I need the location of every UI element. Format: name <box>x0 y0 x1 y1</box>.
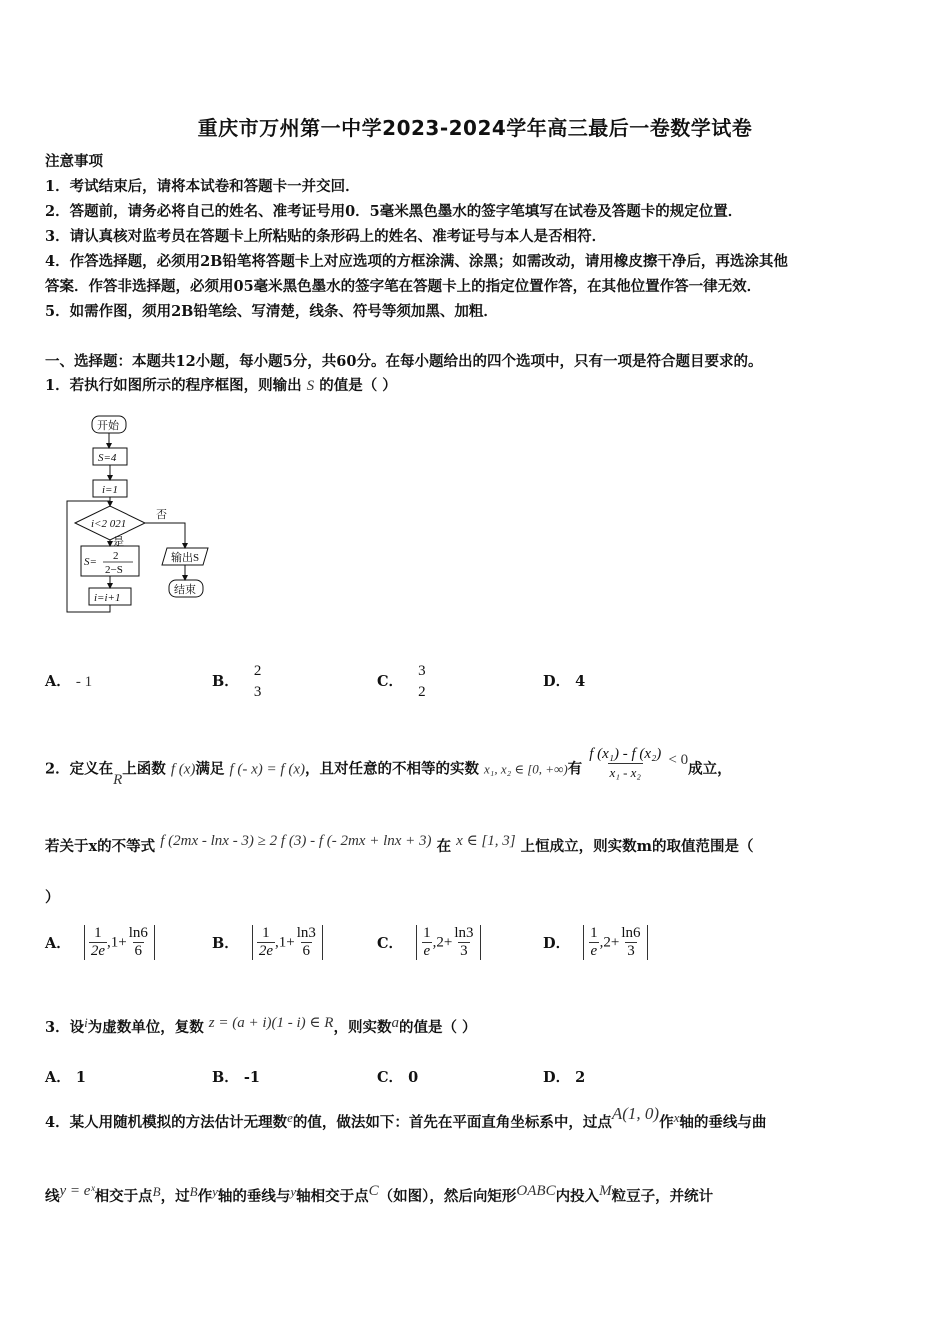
flow-output-label: 输出S <box>171 552 200 564</box>
question-4-line-1: 4．某人用随机模拟的方法估计无理数e的值，做法如下：首先在平面直角坐标系中，过点A(1, 0)作x轴的垂线与曲 <box>45 1104 767 1131</box>
question-4-line-2: 线y = eˣ相交于点B，过B作y轴的垂线与y轴相交于点C（如图），然后向矩形OABC内投入M粒豆子，并统计 <box>45 1183 714 1205</box>
flow-i-init-label: i=1 <box>102 484 118 496</box>
notice-item: 5．如需作图，须用2B铅笔绘、写清楚，线条、符号等须加黑、加粗． <box>45 303 498 320</box>
q2-option-c[interactable]: C． $\frac{1}{e}$ ,2+ $\frac{\ln 3}{3}$ <box>377 925 481 960</box>
q3-option-d[interactable]: D． 2 <box>543 1069 586 1086</box>
q3-option-b[interactable]: B． -1 <box>212 1069 260 1086</box>
flow-end-label: 结束 <box>174 584 196 596</box>
q3-option-a[interactable]: A． 1 <box>45 1069 86 1086</box>
flowchart <box>55 408 225 618</box>
section-heading: 一、选择题：本题共12小题，每小题5分，共60分。在每小题给出的四个选项中，只有一项是符合题目要求的。 <box>45 353 763 370</box>
flow-s-init-label: S=4 <box>98 452 117 464</box>
question-2-line-1: 2．定义在R上函数 f (x)满足 f (- x) = f (x)，且对任意的不相等的实数 x₁, x₂ ∈ [0, +∞)有 $\frac{\text{f (x₁) - f (x₂)}}{\text{x₁ - x₂}}$ < 0成立， <box>45 746 732 788</box>
flow-increment-label: i=i+1 <box>94 592 121 604</box>
question-1-stem: 1．若执行如图所示的程序框图，则输出 S 的值是（ ） <box>45 377 397 394</box>
flow-start-label: 开始 <box>97 420 119 432</box>
q2-option-a[interactable]: A． $\frac{1}{2e}$ ,1+ $\frac{\ln 6}{6}$ <box>45 925 155 960</box>
flow-condition-label: i<2 021 <box>91 518 127 530</box>
q2-option-d[interactable]: D． $\frac{1}{e}$ ,2+ $\frac{\ln 6}{3}$ <box>543 925 648 960</box>
notice-item: 4．作答选择题，必须用2B铅笔将答题卡上对应选项的方框涂满、涂黑；如需改动，请用橡皮擦干净后，再选涂其他 <box>45 253 788 270</box>
flow-assign-den: 2−S <box>105 564 123 576</box>
page-title: 重庆市万州第一中学2023-2024学年高三最后一卷数学试卷 <box>197 116 753 140</box>
q1-option-d[interactable]: D． 4 <box>543 673 586 690</box>
flow-assign-num: 2 <box>113 550 119 562</box>
flow-yes-label: 是 <box>113 536 124 548</box>
question-2-line-3: ） <box>45 889 60 906</box>
notice-item: 2．答题前，请务必将自己的姓名、准考证号用0．5毫米黑色墨水的签字笔填写在试卷及答题卡的规定位置． <box>45 203 743 220</box>
notice-item: 3．请认真核对监考员在答题卡上所粘贴的条形码上的姓名、准考证号与本人是否相符． <box>45 228 607 245</box>
q1-option-c[interactable]: C． 3 2 <box>377 663 426 700</box>
q1-option-b[interactable]: B． 2 3 <box>212 663 262 700</box>
q2-option-b[interactable]: B． $\frac{1}{2e}$ ,1+ $\frac{\ln 3}{6}$ <box>212 925 323 960</box>
q1-option-a[interactable]: A． - 1 <box>45 673 93 690</box>
question-3-stem: 3．设i为虚数单位，复数 z = (a + i)(1 - i) ∈ R，则实数a的值是（ ） <box>45 1015 477 1036</box>
question-2-line-2: 若关于x的不等式 f (2mx - lnx - 3) ≥ 2 f (3) - f (- 2mx + lnx + 3) 在 x ∈ [1, 3] 上恒成立，则实数m的取值范围是（ <box>45 833 754 855</box>
notice-item: 答案．作答非选择题，必须用05毫米黑色墨水的签字笔在答题卡上的指定位置作答，在其他位置作答一律无效． <box>45 278 762 295</box>
notice-item: 1．考试结束后，请将本试卷和答题卡一并交回． <box>45 178 360 195</box>
q3-option-c[interactable]: C． 0 <box>377 1069 419 1086</box>
notice-heading: 注意事项 <box>45 153 103 170</box>
flow-assign-lhs: S= <box>84 556 97 568</box>
flow-no-label: 否 <box>156 509 167 521</box>
